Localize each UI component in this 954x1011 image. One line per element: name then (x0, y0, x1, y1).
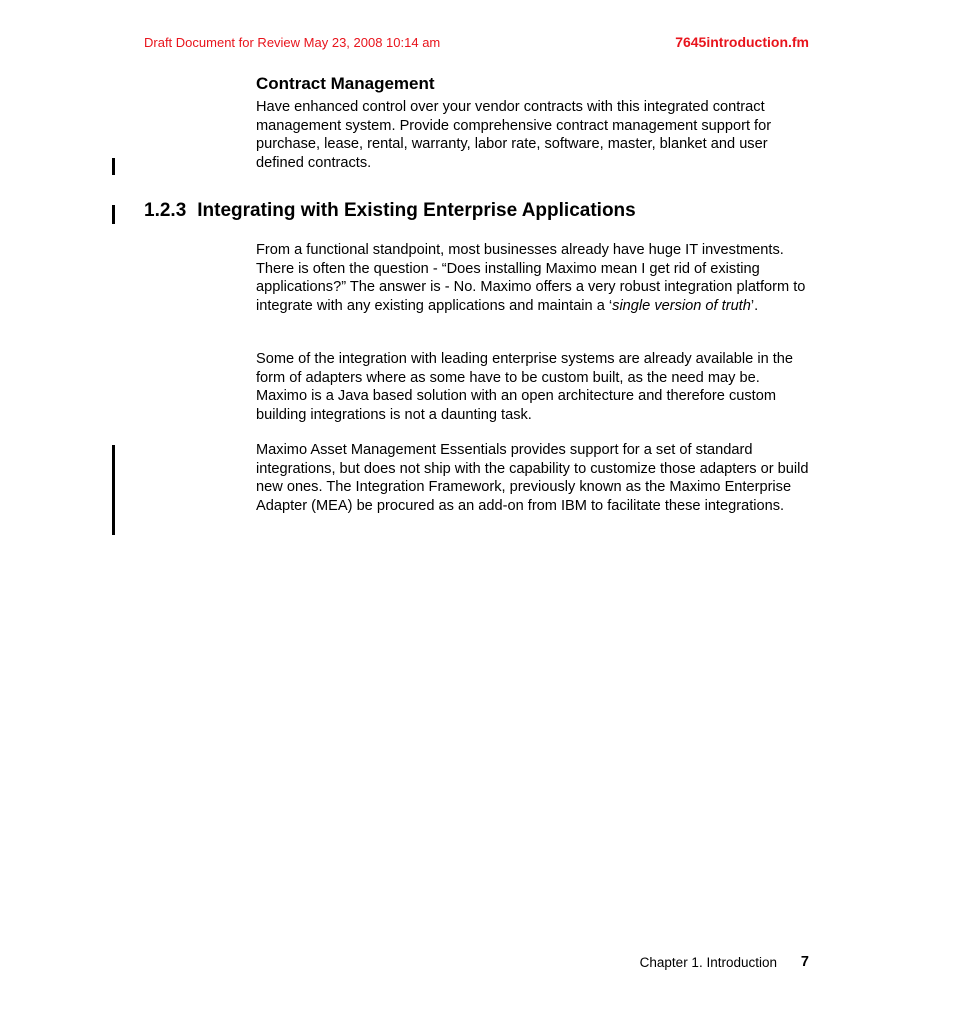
contract-management-paragraph: Have enhanced control over your vendor contracts with this integrated contract management system. Provide comprehensive contract management support for purchase, lease, rental, warranty, labor rate, software, master, blanket and user defined contracts. (256, 99, 772, 171)
contract-management-heading: Contract Management (256, 74, 435, 93)
paragraph-end: ’. (750, 297, 759, 314)
change-bar (112, 445, 115, 535)
section-heading (144, 200, 636, 222)
page-number: 7 (800, 954, 809, 970)
section-title: Integrating with Existing Enterprise Applications (197, 200, 636, 221)
paragraph-adapters: Some of the integration with leading enterprise systems are already available in the form of adapters where as some have to be custom built, as the need may be. Maximo is a Java based solution with an open architecture and therefore custom building integrations is not a daunting task. (256, 351, 794, 423)
paragraph-essentials: Maximo Asset Management Essentials provides support for a set of standard integrations, but does not ship with the capability to customize those adapters or build new ones. The Integration Framework, previously known as the Maximo Enterprise Adapter (MEA) be procured as an add-on from IBM to facilitate these integrations. (256, 442, 809, 514)
file-name: 7645introduction.fm (675, 34, 809, 50)
section-number: 1.2.3 (144, 200, 187, 221)
paragraph-text: From a functional standpoint, most businesses already have huge IT investments. There is often the question - “Does installing Maximo mean I get rid of existing applications?” The answer is - No. Maximo offers a very robust integration platform to integrate with any existing applications and maintain a ‘ (256, 242, 806, 314)
paragraph-functional-standpoint (256, 241, 814, 315)
footer-chapter: Chapter 1. Introduction (639, 955, 777, 970)
change-bar (112, 158, 115, 175)
change-bar (112, 205, 115, 224)
emphasis-text: single version of truth (612, 297, 751, 314)
draft-note: Draft Document for Review May 23, 2008 10:14 am (144, 35, 441, 50)
